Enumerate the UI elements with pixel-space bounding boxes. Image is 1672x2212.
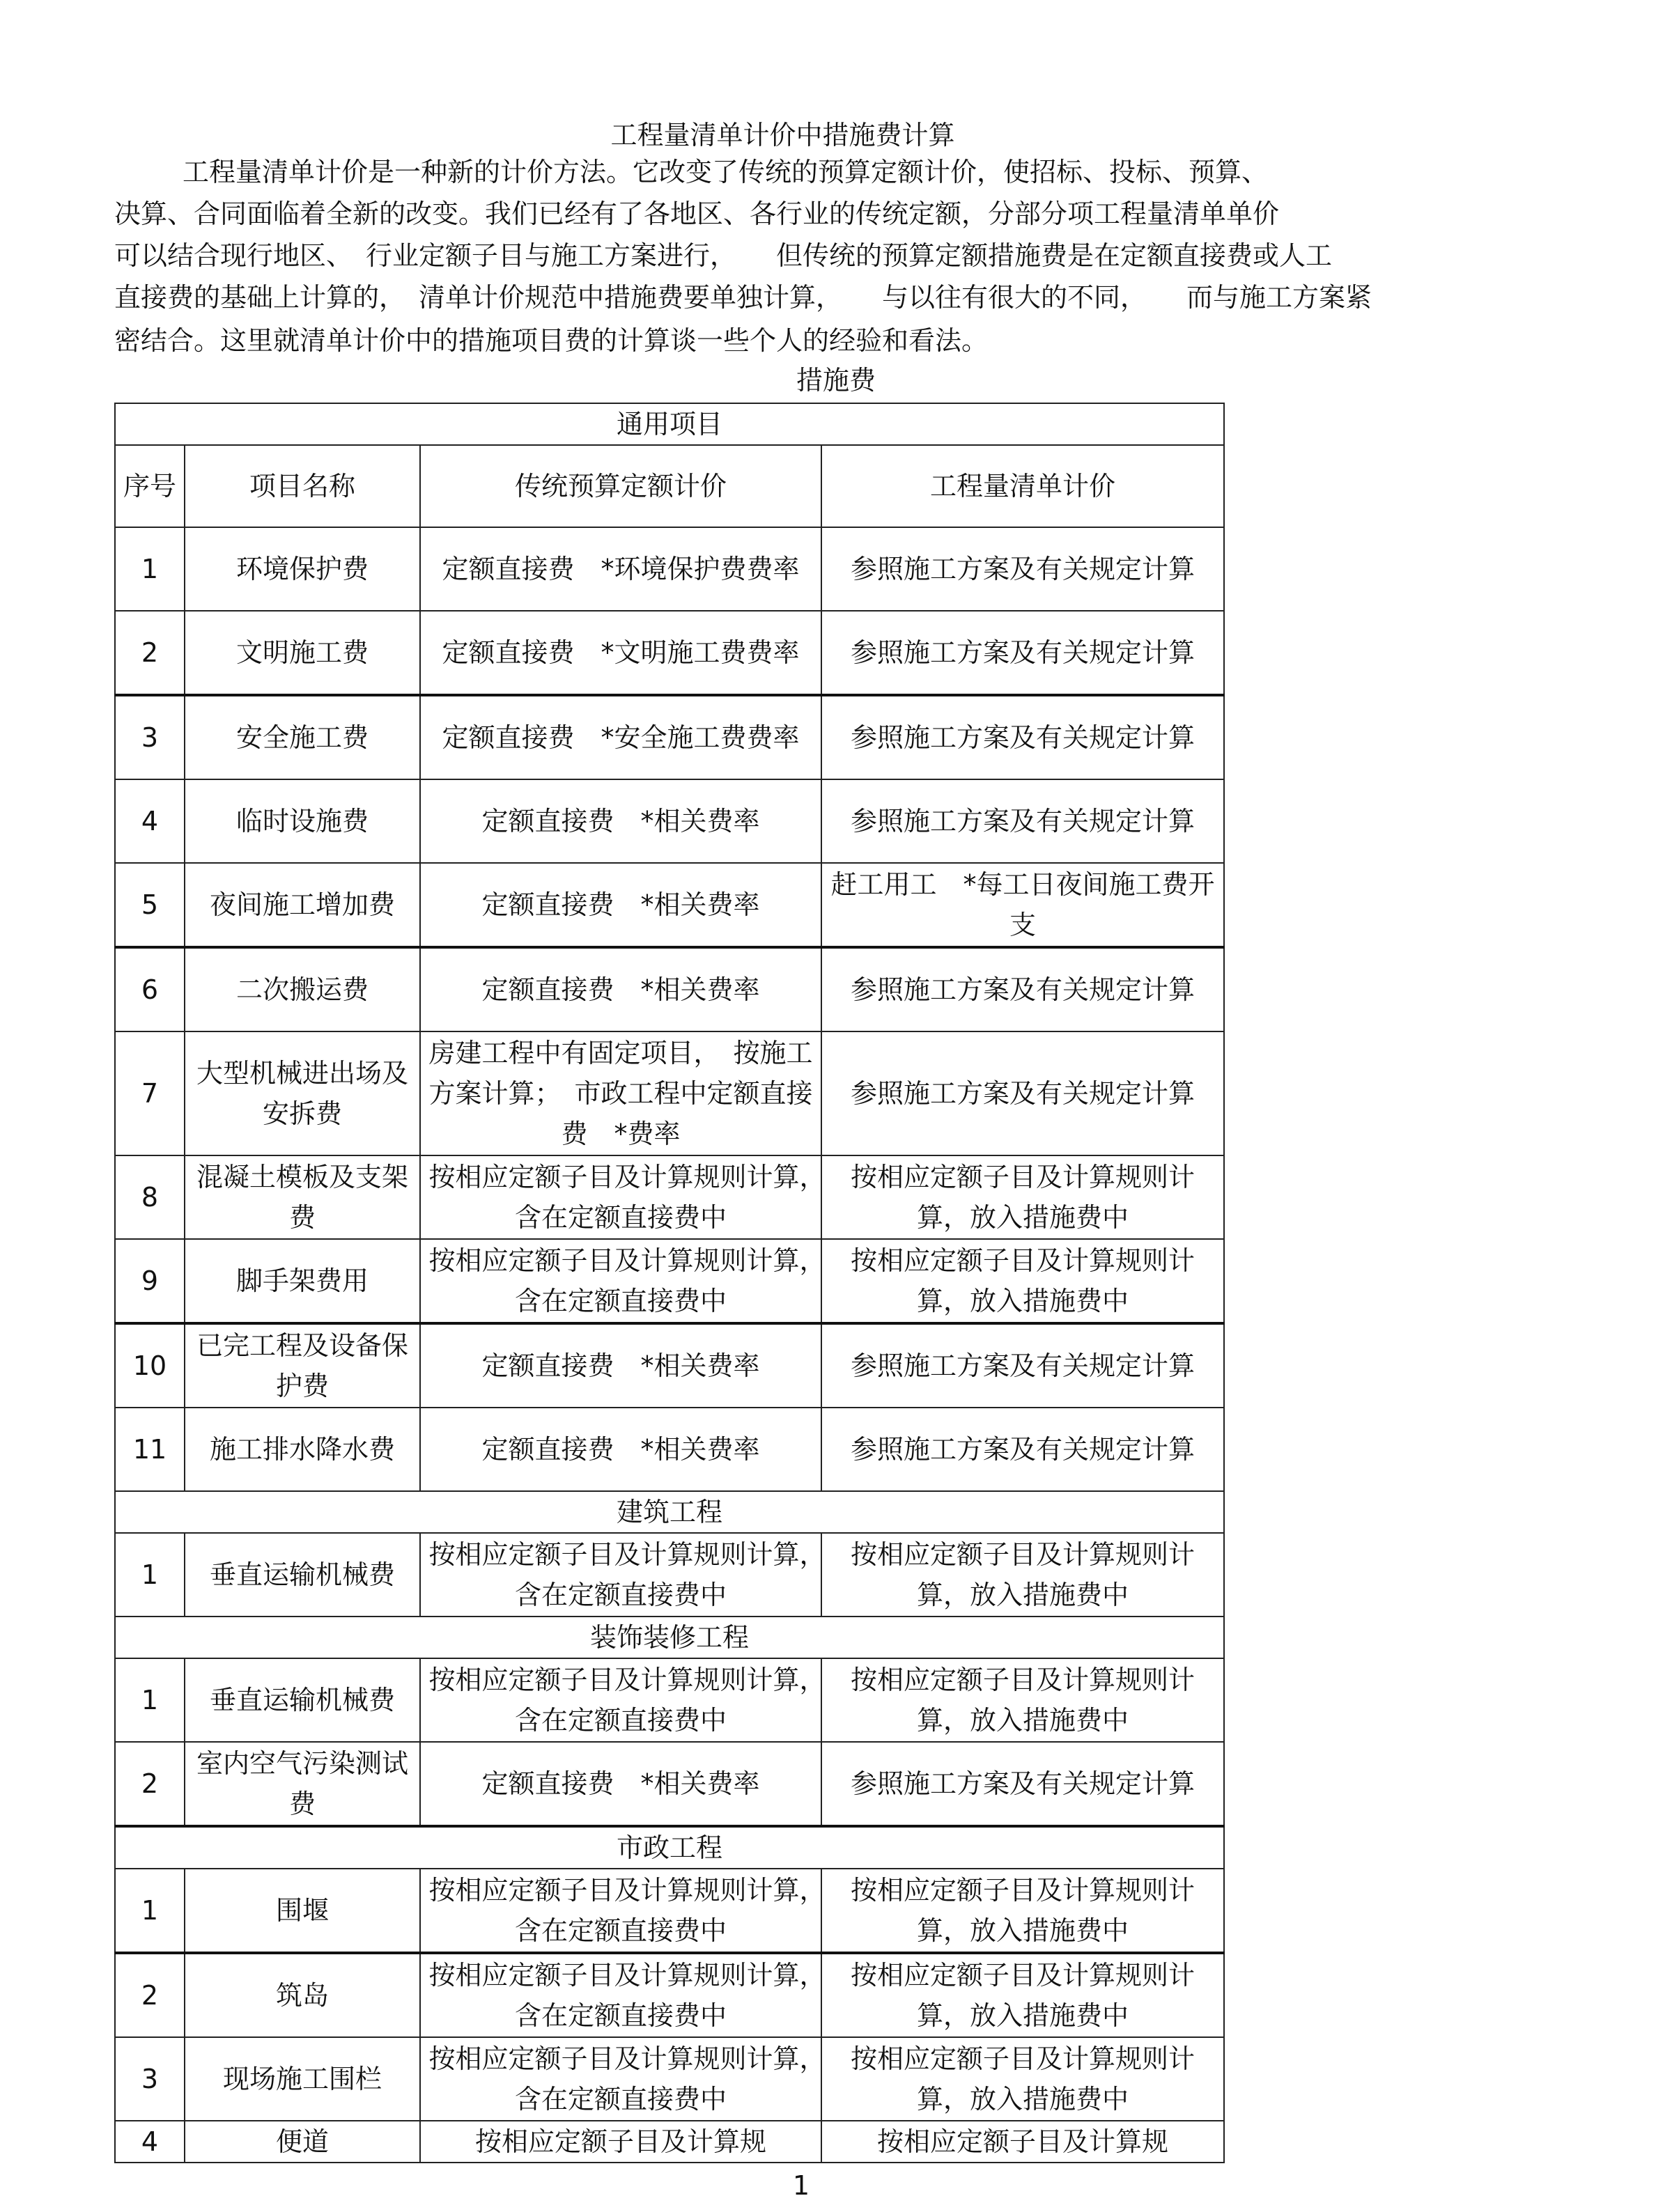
cell-bill: 按相应定额子目及计算规则计算，放入措施费中 xyxy=(821,1953,1224,2037)
header-no: 序号 xyxy=(115,445,185,527)
cell-no: 3 xyxy=(115,2037,185,2121)
cell-traditional: 按相应定额子目及计算规则计算， 含在定额直接费中 xyxy=(420,1239,821,1323)
cell-bill: 参照施工方案及有关规定计算 xyxy=(821,1742,1224,1826)
intro-paragraph-line: 密结合。这里就清单计价中的措施项目费的计算谈一些个人的经验和看法。 xyxy=(114,325,989,356)
cell-no: 9 xyxy=(115,1239,185,1323)
cell-no: 3 xyxy=(115,695,185,779)
table-row xyxy=(115,1658,1224,1742)
cell-no: 1 xyxy=(115,527,185,611)
cell-name: 垂直运输机械费 xyxy=(185,1658,420,1742)
cell-bill: 按相应定额子目及计算规则计算，放入措施费中 xyxy=(821,1533,1224,1617)
table-row xyxy=(115,695,1224,779)
cell-no: 4 xyxy=(115,779,185,863)
cell-traditional: 定额直接费 *相关费率 xyxy=(420,1323,821,1408)
cell-no: 10 xyxy=(115,1323,185,1408)
intro-paragraph-line: 决算、合同面临着全新的改变。我们已经有了各地区、各行业的传统定额，分部分项工程量清单单价 xyxy=(114,198,1280,229)
table-row xyxy=(115,863,1224,947)
cell-bill: 参照施工方案及有关规定计算 xyxy=(821,695,1224,779)
table-header-row xyxy=(115,445,1224,527)
cell-no: 11 xyxy=(115,1408,185,1491)
cell-name: 环境保护费 xyxy=(185,527,420,611)
section-header-row xyxy=(115,1617,1224,1658)
cell-no: 7 xyxy=(115,1031,185,1155)
header-traditional: 传统预算定额计价 xyxy=(420,445,821,527)
table-row xyxy=(115,1323,1224,1408)
cell-name: 二次搬运费 xyxy=(185,947,420,1031)
cell-name: 文明施工费 xyxy=(185,611,420,695)
cell-name: 大型机械进出场及安拆费 xyxy=(185,1031,420,1155)
table-row xyxy=(115,1533,1224,1617)
cell-traditional: 按相应定额子目及计算规则计算， 含在定额直接费中 xyxy=(420,1155,821,1239)
cell-traditional: 定额直接费 *安全施工费费率 xyxy=(420,695,821,779)
header-bill: 工程量清单计价 xyxy=(821,445,1224,527)
cell-no: 1 xyxy=(115,1658,185,1742)
cell-bill: 参照施工方案及有关规定计算 xyxy=(821,611,1224,695)
intro-paragraph-line: 直接费的基础上计算的， 清单计价规范中措施费要单独计算， 与以往有很大的不同， 而与施工方案紧 xyxy=(114,282,1372,313)
cell-traditional: 定额直接费 *相关费率 xyxy=(420,1408,821,1491)
table-row xyxy=(115,611,1224,695)
intro-paragraph-line: 工程量清单计价是一种新的计价方法。它改变了传统的预算定额计价，使招标、投标、预算、 xyxy=(183,157,1269,187)
table-row xyxy=(115,2121,1224,2163)
cell-name: 已完工程及设备保护费 xyxy=(185,1323,420,1408)
cell-name: 混凝土模板及支架费 xyxy=(185,1155,420,1239)
section-title: 市政工程 xyxy=(115,1826,1224,1869)
cell-name: 围堰 xyxy=(185,1869,420,1953)
cell-bill: 按相应定额子目及计算规则计算，放入措施费中 xyxy=(821,2037,1224,2121)
page-number: 1 xyxy=(792,2170,810,2201)
cell-bill: 按相应定额子目及计算规则计算，放入措施费中 xyxy=(821,1239,1224,1323)
cell-traditional: 按相应定额子目及计算规则计算， 含在定额直接费中 xyxy=(420,1953,821,2037)
section-header-row xyxy=(115,1826,1224,1869)
cell-traditional: 定额直接费 *环境保护费费率 xyxy=(420,527,821,611)
cell-no: 5 xyxy=(115,863,185,947)
cell-name: 筑岛 xyxy=(185,1953,420,2037)
cell-bill: 按相应定额子目及计算规 xyxy=(821,2121,1224,2163)
header-name: 项目名称 xyxy=(185,445,420,527)
cell-traditional: 按相应定额子目及计算规则计算， 含在定额直接费中 xyxy=(420,1869,821,1953)
cell-name: 施工排水降水费 xyxy=(185,1408,420,1491)
document-title: 工程量清单计价中措施费计算 xyxy=(610,120,955,150)
cell-no: 8 xyxy=(115,1155,185,1239)
cell-bill: 参照施工方案及有关规定计算 xyxy=(821,1031,1224,1155)
cell-no: 4 xyxy=(115,2121,185,2163)
cell-name: 室内空气污染测试费 xyxy=(185,1742,420,1826)
cell-traditional: 定额直接费 *相关费率 xyxy=(420,863,821,947)
cell-traditional: 按相应定额子目及计算规 xyxy=(420,2121,821,2163)
section-title: 建筑工程 xyxy=(115,1491,1224,1533)
table-row xyxy=(115,1239,1224,1323)
table-row xyxy=(115,1742,1224,1826)
measures-fee-table xyxy=(114,403,1225,2163)
cell-name: 脚手架费用 xyxy=(185,1239,420,1323)
table-row xyxy=(115,779,1224,863)
cell-no: 6 xyxy=(115,947,185,1031)
cell-traditional: 定额直接费 *相关费率 xyxy=(420,1742,821,1826)
section-header-row xyxy=(115,1491,1224,1533)
cell-traditional: 按相应定额子目及计算规则计算， 含在定额直接费中 xyxy=(420,1658,821,1742)
cell-no: 1 xyxy=(115,1533,185,1617)
table-row xyxy=(115,2037,1224,2121)
cell-traditional: 房建工程中有固定项目， 按施工方案计算； 市政工程中定额直接费 *费率 xyxy=(420,1031,821,1155)
cell-bill: 按相应定额子目及计算规则计算，放入措施费中 xyxy=(821,1658,1224,1742)
cell-no: 2 xyxy=(115,1742,185,1826)
cell-traditional: 定额直接费 *相关费率 xyxy=(420,947,821,1031)
table-row xyxy=(115,527,1224,611)
cell-name: 现场施工围栏 xyxy=(185,2037,420,2121)
table-row xyxy=(115,1869,1224,1953)
intro-paragraph-line: 可以结合现行地区、 行业定额子目与施工方案进行， 但传统的预算定额措施费是在定额直接费或人工 xyxy=(114,240,1333,271)
cell-bill: 赶工用工 *每工日夜间施工费开支 xyxy=(821,863,1224,947)
table-row xyxy=(115,947,1224,1031)
cell-traditional: 定额直接费 *文明施工费费率 xyxy=(420,611,821,695)
table-row xyxy=(115,1155,1224,1239)
section-header-row xyxy=(115,403,1224,445)
table-row xyxy=(115,1408,1224,1491)
cell-bill: 参照施工方案及有关规定计算 xyxy=(821,779,1224,863)
cell-no: 2 xyxy=(115,1953,185,2037)
cell-name: 便道 xyxy=(185,2121,420,2163)
cell-name: 垂直运输机械费 xyxy=(185,1533,420,1617)
cell-bill: 参照施工方案及有关规定计算 xyxy=(821,1408,1224,1491)
table-row xyxy=(115,1031,1224,1155)
cell-no: 2 xyxy=(115,611,185,695)
cell-bill: 按相应定额子目及计算规则计算，放入措施费中 xyxy=(821,1155,1224,1239)
cell-bill: 按相应定额子目及计算规则计算，放入措施费中 xyxy=(821,1869,1224,1953)
section-title: 通用项目 xyxy=(115,403,1224,445)
cell-traditional: 定额直接费 *相关费率 xyxy=(420,779,821,863)
cell-traditional: 按相应定额子目及计算规则计算， 含在定额直接费中 xyxy=(420,2037,821,2121)
cell-name: 临时设施费 xyxy=(185,779,420,863)
cell-bill: 参照施工方案及有关规定计算 xyxy=(821,1323,1224,1408)
cell-bill: 参照施工方案及有关规定计算 xyxy=(821,527,1224,611)
section-title: 装饰装修工程 xyxy=(115,1617,1224,1658)
cell-name: 安全施工费 xyxy=(185,695,420,779)
cell-bill: 参照施工方案及有关规定计算 xyxy=(821,947,1224,1031)
table-row xyxy=(115,1953,1224,2037)
cell-no: 1 xyxy=(115,1869,185,1953)
table-caption: 措施费 xyxy=(796,365,876,396)
cell-traditional: 按相应定额子目及计算规则计算， 含在定额直接费中 xyxy=(420,1533,821,1617)
cell-name: 夜间施工增加费 xyxy=(185,863,420,947)
